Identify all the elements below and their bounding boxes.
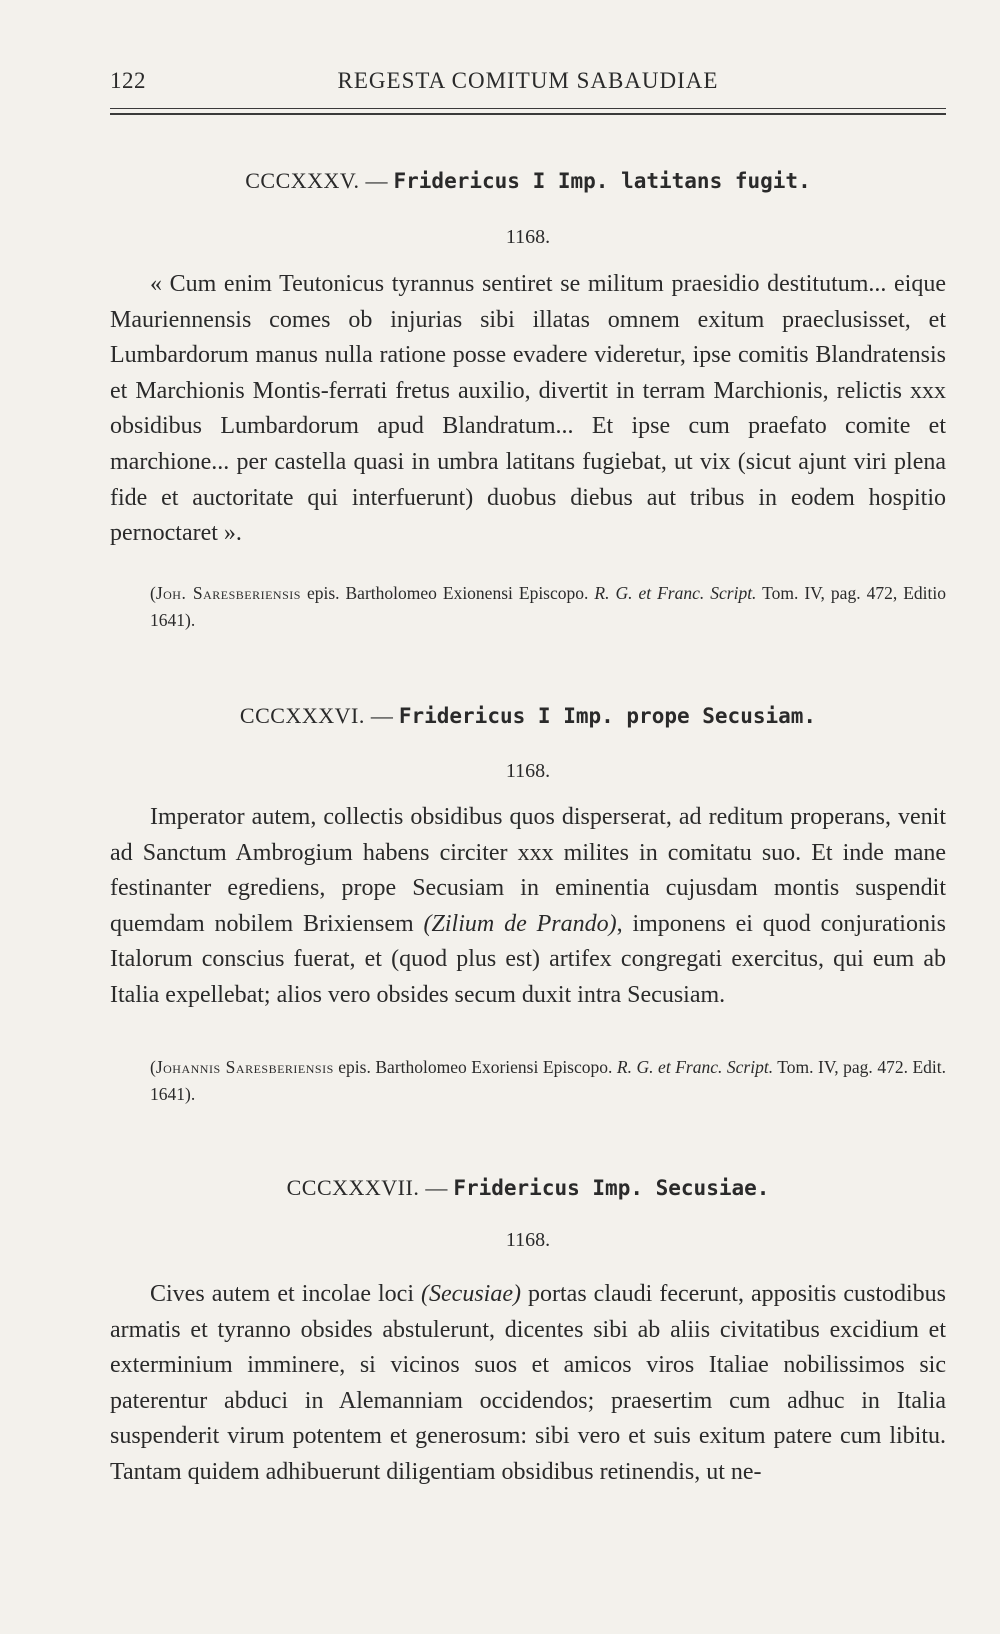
source-citation [110,580,946,634]
source-work: R. G. et Franc. Script. [616,1057,774,1077]
entry-number: CCCXXXV. — [245,168,388,193]
entry-337-body [110,1277,946,1491]
entry-year: 1168. [505,226,551,248]
header-rule-thin [110,108,946,109]
source-end: Tom. IV, pag. 472. Edit. 1641). [150,1057,947,1104]
entry-year: 1168. [505,1229,551,1251]
entry-text-b: portas claudi fecerunt, appositis custodibus armatis et tyranno obsides abstulerunt, dicentes sibi ab aliis civitatibus excidium et exterminium imminere, si vicinos suos et amicos viros Italiae nobilissimos sic paterentur abduci in Alemanniam occidendos; praesertim cum adhuc in Italia suspenderit virum potentem et generosum: sibi vero et suis exitum patere cum libitu. Tantam quidem adhibuerunt diligentiam obsidibus retinendis, ut ne- [110,1281,947,1485]
entry-title [110,168,946,194]
entry-title [110,703,946,729]
entry-text-a: Imperator autem, collectis obsidibus quos disperserat, ad reditum properans, venit ad Sanctum Ambrogium habens circiter xxx milites in comitatu suo. Et inde mane festinanter egrediens, prope Secusiam in eminentia cujusdam montis suspendit quemdam nobilem Brixiensem [110,804,946,937]
entry-text [110,267,946,552]
page-header [110,68,946,102]
entry-336-year-wrap [110,760,946,783]
entry-336-source [110,1054,946,1108]
entry-text [110,800,946,1014]
source-author: Joh. Saresberiensis [155,583,301,603]
entry-text [110,1277,946,1491]
entry-number: CCCXXXVII. — [286,1175,448,1200]
entry-336-body [110,800,946,1014]
page-number: 122 [110,68,146,93]
source-author: Johannis Saresberiensis [155,1057,334,1077]
entry-heading: Fridericus I Imp. prope Secusiam. [398,704,817,728]
entry-year: 1168. [505,760,551,782]
entry-text-b: , imponens ei quod conjurationis Italorum conscius fuerat, et (quod plus est) artifex congregati exercitus, qui eum ab Italia expellebat; alios vero obsides secum duxit intra Secusiam. [110,910,946,1008]
entry-heading: Fridericus I Imp. latitans fugit. [393,169,811,193]
entry-337-year-wrap [110,1229,946,1252]
entry-336 [110,703,946,729]
entry-text-a: Cives autem et incolae loci [150,1281,422,1307]
source-citation [110,1054,946,1108]
source-mid: epis. Bartholomeo Exoriensi Episcopo. [333,1057,617,1077]
source-mid: epis. Bartholomeo Exionensi Episcopo. [300,583,595,603]
running-title: REGESTA COMITUM SABAUDIAE [337,68,719,93]
source-work: R. G. et Franc. Script. [594,583,757,603]
entry-text-italic: (Zilium de Prando) [423,910,617,937]
entry-text-content: « Cum enim Teutonicus tyrannus sentiret se militum praesidio destitutum... eique Mauriennensis comes ob injurias sibi illatas omnem exitum praeclusisset, et Lumbardorum manus nulla ratione posse evadere videretur, ipse comitis Blandratensis et Marchionis Montis-ferrati fretus auxilio, divertit in terram Marchionis, relictis xxx obsidibus Lumbardorum apud Blandratum... Et ipse cum praefato comite et marchione... per castella quasi in umbra latitans fugiebat, ut vix (sicut ajunt viri plena fide et auctoritate qui interfuerunt) duobus diebus aut tribus in eodem hospitio pernoctaret ». [110,271,946,547]
entry-title [110,1175,946,1201]
entry-number: CCCXXXVI. — [239,703,394,728]
entry-337 [110,1175,946,1201]
source-end: Tom. IV, pag. 472, Editio 1641). [150,583,946,630]
entry-heading: Fridericus Imp. Secusiae. [453,1176,770,1200]
header-rule-thick [110,113,946,115]
source-prefix: ( [150,1057,156,1077]
entry-text-italic: (Secusiae) [421,1281,521,1307]
source-prefix: ( [150,583,156,603]
entry-335-source [110,580,946,634]
entry-335-year-wrap [110,226,946,249]
entry-335-body [110,267,946,552]
entry-335 [110,168,946,194]
